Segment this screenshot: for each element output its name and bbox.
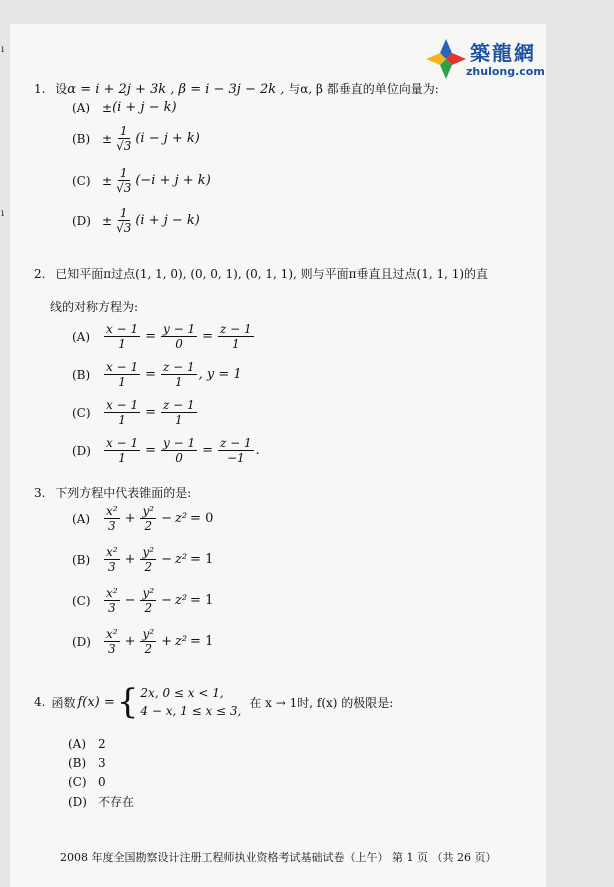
fraction: $\frac{y - 1}{0}$ [163,322,196,351]
question-2-stem [34,265,488,282]
question-number: 2. [34,267,46,281]
fraction: $\frac{1}{√3}$ [116,206,132,235]
fraction: $\frac{1}{√3}$ [116,166,132,195]
fraction: $\frac{\text{y²}}{2}$ [142,627,155,656]
fraction: $\frac{\text{x²}}{3}$ [106,545,118,574]
q4-option-a [68,737,106,751]
fraction: $\frac{x - 1}{1}$ [106,322,139,351]
option-text: 3 [98,756,106,770]
question-number: 4. [34,695,46,709]
option-tail: , y = 1 [198,367,242,382]
stem-line-1: 已知平面π过点(1, 1, 0), (0, 0, 1), (0, 1, 1), 则与平面π垂直且过点(1, 1, 1)的直 [55,267,489,281]
stem-suffix: 在 x → 1时, f(x) 的极限是: [249,695,394,710]
rhs: = 1 [190,593,214,608]
function-name: f(x) = [77,694,115,710]
piecewise-cases [140,684,241,720]
option-label: (A) [72,329,91,344]
q3-option-c: (C) $\frac{\text{x²}}{3}$ − $\frac{\text{y²}}{2}$ − z² = 1 [72,586,214,615]
case-2: 4 − x, 1 ≤ x ≤ 3, [140,704,242,718]
fraction: $\frac{y - 1}{0}$ [163,436,196,465]
option-tail: . [255,443,260,458]
option-expr: (i − j + k) [135,131,200,146]
option-label: (A) [72,511,91,526]
option-expr: (i + j − k) [135,213,200,228]
logo-chinese-text: 築龍網 [470,41,536,65]
q2-option-b: (B) $\frac{x - 1}{1}$ = $\frac{z - 1}{1}$ , y = 1 [72,360,242,389]
q1-option-d [72,206,200,235]
left-brace: { [116,682,139,722]
fraction: $\frac{x - 1}{1}$ [106,436,139,465]
fraction: $\frac{z - 1}{1}$ [220,322,252,351]
option-label: (C) [72,593,91,608]
q4-option-d [68,793,134,810]
z-term: z² [174,593,188,608]
fraction: $\frac{z - 1}{-1}$ [220,436,252,465]
question-1-stem [34,80,439,97]
option-label: (C) [72,405,91,420]
q3-option-d: (D) $\frac{\text{x²}}{3}$ + $\frac{\text{y²}}{2}$ + z² = 1 [72,627,214,656]
option-label: (A) [68,737,87,751]
q3-option-a: (A) $\frac{\text{x²}}{3}$ + $\frac{\text{y²}}{2}$ − z² = 0 [72,504,214,533]
question-2-stem-line-2: 线的对称方程为: [50,300,139,314]
option-label: (C) [68,775,87,789]
scan-edge-mark: ı [1,44,5,55]
option-label: (D) [72,213,91,228]
q4-option-c [68,775,106,789]
option-text: 2 [98,737,106,751]
q1-option-a [72,100,177,115]
option-label: (C) [72,173,91,188]
option-text: 不存在 [98,795,135,809]
fraction: $\frac{\text{y²}}{2}$ [142,545,155,574]
z-term: z² [174,634,188,649]
fraction: $\frac{\text{x²}}{3}$ [106,586,118,615]
logo-domain-text: zhulong.com [466,65,545,78]
option-coef: ± [102,100,113,115]
fraction: $\frac{z - 1}{1}$ [163,360,195,389]
fraction: $\frac{x - 1}{1}$ [106,360,139,389]
option-coef: ± [102,173,113,188]
stem-prefix: 函数 [51,695,76,710]
option-label: (A) [72,100,91,115]
question-number: 3. [34,486,46,500]
question-3-stem [34,484,191,501]
option-label: (D) [72,634,91,649]
rhs: = 1 [190,634,214,649]
scan-edge-mark: ı [1,208,5,219]
option-expr: (i + j − k) [112,100,177,115]
z-term: z² [174,552,188,567]
option-label: (D) [68,794,87,809]
fraction: $\frac{\text{y²}}{2}$ [142,504,155,533]
rhs: = 0 [190,511,214,526]
fraction: $\frac{\text{x²}}{3}$ [106,504,118,533]
fraction: $\frac{\text{y²}}{2}$ [142,586,155,615]
fraction: $\frac{1}{√3}$ [116,124,132,153]
stem-text: 下列方程中代表锥面的是: [55,486,192,500]
q1-option-b [72,124,200,153]
q4-option-b [68,756,106,770]
q2-option-d: (D) $\frac{x - 1}{1}$ = $\frac{y - 1}{0}$ = $\frac{z - 1}{-1}$ . [72,436,260,465]
option-label: (B) [72,552,91,567]
fraction: $\frac{z - 1}{1}$ [163,398,195,427]
case-1: 2x, 0 ≤ x < 1, [140,686,224,700]
rhs: = 1 [190,552,214,567]
page-footer: 2008 年度全国勘察设计注册工程师执业资格考试基础试卷（上午） 第 1 页 （共 26 页） [60,851,497,864]
question-4-stem [34,684,393,720]
option-coef: ± [102,131,113,146]
option-text: 0 [98,775,106,789]
vectors-expression: α = i + 2j + 3k , β = i − 3j − 2k , [67,82,285,97]
stem-prefix: 设 [55,82,68,96]
option-label: (D) [72,443,91,458]
option-label: (B) [68,756,87,770]
option-label: (B) [72,367,91,382]
z-term: z² [174,511,188,526]
fraction: $\frac{x - 1}{1}$ [106,398,139,427]
q3-option-b: (B) $\frac{\text{x²}}{3}$ + $\frac{\text{y²}}{2}$ − z² = 1 [72,545,214,574]
q1-option-c [72,166,211,195]
q2-option-a: (A) $\frac{x - 1}{1}$ = $\frac{y - 1}{0}$ = $\frac{z - 1}{1}$ [72,322,252,351]
option-coef: ± [102,213,113,228]
question-number: 1. [34,82,46,96]
option-expr: (−i + j + k) [135,173,211,188]
q2-option-c: (C) $\frac{x - 1}{1}$ = $\frac{z - 1}{1}$ [72,398,195,427]
fraction: $\frac{\text{x²}}{3}$ [106,627,118,656]
option-label: (B) [72,131,91,146]
stem-suffix: 与α, β 都垂直的单位向量为: [288,82,439,96]
